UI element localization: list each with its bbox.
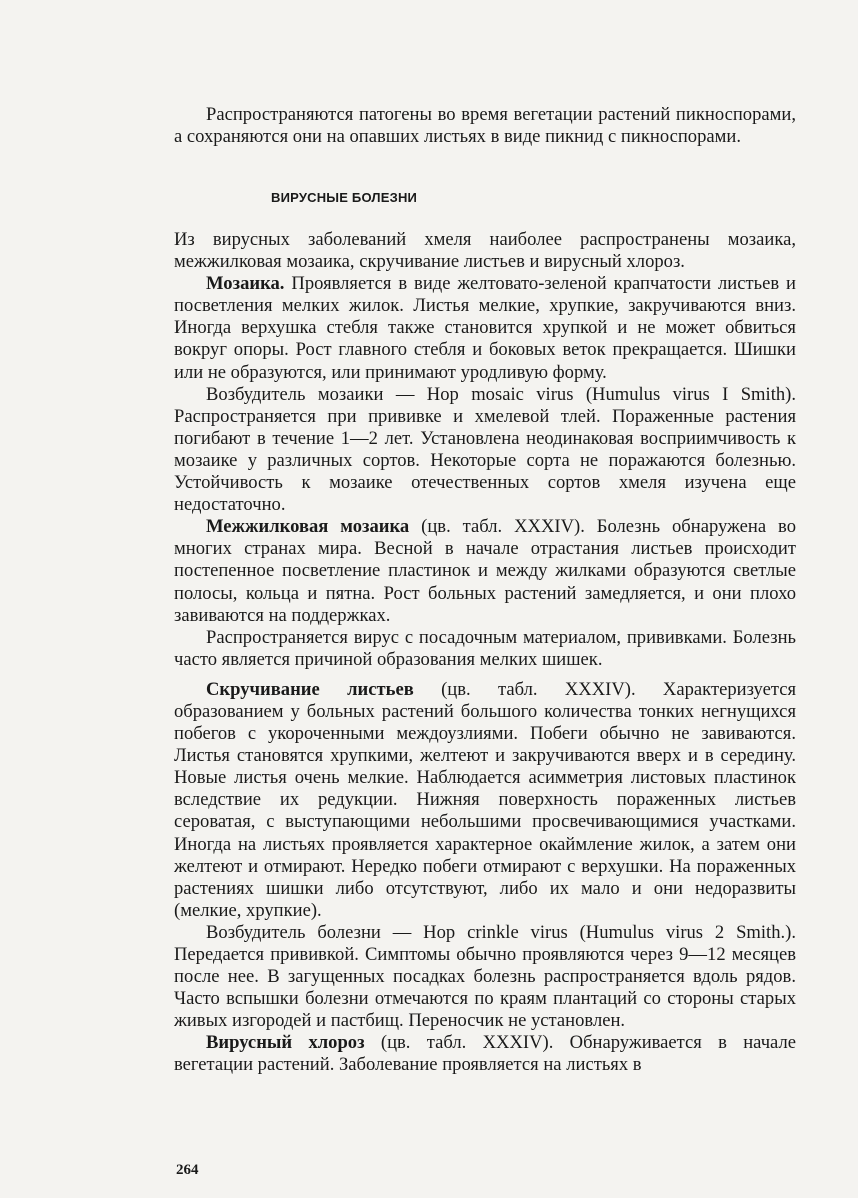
interveinal-spread-paragraph: Распространяется вирус с посадочным материалом, прививками. Болезнь часто является причиной образования мелких шишек. <box>174 626 796 670</box>
chlorosis-paragraph <box>174 1032 796 1076</box>
mosaic-term: Мозаика. <box>206 273 285 295</box>
curl-term: Скручивание листьев <box>206 678 414 700</box>
mosaic-agent-paragraph: Возбудитель мозаики — Hop mosaic virus (Humulus virus I Smith). Распространяется при прививке и хмелевой тлей. Пораженные растения погибают в течение 1—2 лет. Установлена неодинаковая восприимчивость к мозаике у различных сортов. Некоторые сорта не поражаются болезнью. Устойчивость к мозаике отечественных сортов хмеля изучена еще недостаточно. <box>174 383 796 516</box>
main-text <box>174 229 796 1077</box>
section-heading: ВИРУСНЫЕ БОЛЕЗНИ <box>271 190 418 205</box>
viral-intro-paragraph: Из вирусных заболеваний хмеля наиболее распространены мозаика, межжилковая мозаика, скручивание листьев и вирусный хлороз. <box>174 229 796 273</box>
interveinal-term: Межжилковая мозаика <box>206 516 410 538</box>
curl-paragraph <box>174 679 796 922</box>
chlorosis-term: Вирусный хлороз <box>206 1032 365 1054</box>
curl-agent-paragraph: Возбудитель болезни — Hop crinkle virus (Humulus virus 2 Smith.). Передается прививкой. Симптомы обычно проявляются через 9—12 месяцев после нее. В загущенных посадках болезнь распространяется вдоль рядов. Часто вспышки болезни отмечаются по краям плантаций со стороны старых живых изгородей и пастбищ. Переносчик не установлен. <box>174 921 796 1032</box>
chlorosis-text: (цв. табл. XXXIV). Обнаруживается в начале вегетации растений. Заболевание проявляется на листьях в <box>174 1032 796 1076</box>
interveinal-text: (цв. табл. XXXIV). Болезнь обнаружена во многих странах мира. Весной в начале отрастания листьев происходит постепенное посветление пластинок и между жилками образуются светлые полосы, кольца и пятна. Рост больных растений замедляется, и они плохо завиваются на поддержках. <box>174 516 796 626</box>
interveinal-paragraph <box>174 516 796 626</box>
page-number: 264 <box>176 1162 199 1178</box>
mosaic-text: Проявляется в виде желтовато-зеленой крапчатости листьев и посветления мелких жилок. Листья мелкие, хрупкие, закручиваются вниз. Иногда верхушка стебля также становится хрупкой и не может обвиться вокруг опоры. Рост главного стебля и боковых веток прекращается. Шишки или не образуются, или принимают уродливую форму. <box>174 273 796 383</box>
paragraph-gap <box>174 671 796 679</box>
mosaic-paragraph <box>174 273 796 383</box>
curl-text: (цв. табл. XXXIV). Характеризуется образованием у больных растений большого количества тонких негнущихся побегов с укороченными междоузлиями. Побеги обычно не завиваются. Листья становятся хрупкими, желтеют и закручиваются вверх и в середину. Новые листья очень мелкие. Наблюдается асимметрия листовых пластинок вследствие их редукции. Нижняя поверхность пораженных листьев сероватая, с выступающими небольшими просвечивающимися участками. Иногда на листьях проявляется характерное окаймление жилок, а затем они желтеют и отмирают. Нередко побеги отмирают с верхушки. На пораженных растениях шишки либо отсутствуют, либо их мало и они недоразвиты (мелкие, хрупкие). <box>174 678 796 921</box>
intro-paragraph: Распространяются патогены во время вегетации растений пикноспорами, а сохраняются они на опавших листьях в виде пикнид с пикноспорами. <box>174 104 796 148</box>
